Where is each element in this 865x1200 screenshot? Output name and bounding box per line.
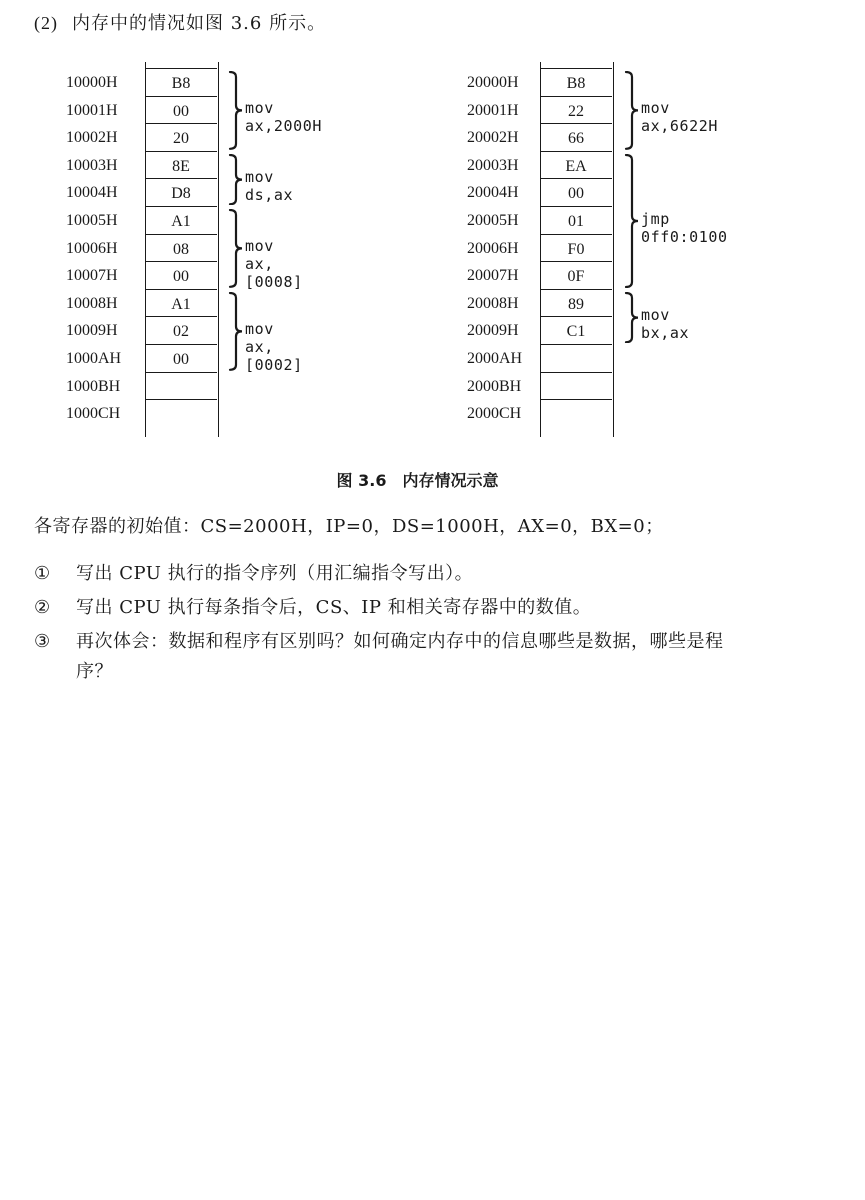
curly-brace	[228, 71, 244, 150]
intro-line	[34, 9, 326, 35]
memory-cell: EA	[540, 151, 612, 179]
memory-address: 20002H	[467, 129, 519, 147]
memory-address: 10002H	[66, 129, 118, 147]
question-3-continuation: 序？	[76, 661, 113, 682]
item-number: (2)	[34, 13, 58, 33]
memory-cell: 00	[540, 178, 612, 206]
memory-address: 10001H	[66, 101, 118, 119]
intro-text: 内存中的情况如图 3.6 所示。	[72, 13, 327, 34]
memory-cell: 22	[540, 96, 612, 124]
memory-address: 2000AH	[467, 350, 523, 367]
memory-address: 20004H	[467, 184, 519, 202]
memory-cell: B8	[145, 68, 217, 96]
memory-address: 1000CH	[66, 405, 121, 423]
memory-cell	[540, 372, 612, 400]
figure-caption	[0, 468, 835, 491]
memory-address: 1000AH	[66, 350, 122, 367]
memory-address: 20008H	[467, 294, 519, 312]
instruction-label: mov bx,ax	[641, 306, 690, 343]
curly-brace	[228, 292, 244, 371]
instruction-label: mov ax,[0002]	[245, 320, 303, 375]
instruction-label: mov ax,2000H	[245, 99, 323, 136]
memory-cell: B8	[540, 68, 612, 96]
memory-cell	[540, 399, 612, 427]
memory-cell: 0F	[540, 261, 612, 289]
memory-cell: F0	[540, 234, 612, 262]
figure-number: 图 3.6	[336, 471, 387, 490]
question-text: 再次体会：数据和程序有区别吗？如何确定内存中的信息哪些是数据，哪些是程	[76, 631, 724, 652]
memory-address: 10008H	[66, 294, 118, 312]
question-1	[34, 559, 473, 585]
memory-cell: 00	[145, 261, 217, 289]
question-mark: ③	[34, 631, 51, 652]
memory-cell: 66	[540, 123, 612, 151]
curly-brace	[624, 292, 640, 343]
instruction-label: mov ax,6622H	[641, 99, 719, 136]
memory-address: 20003H	[467, 156, 519, 174]
memory-address: 10000H	[66, 74, 118, 91]
memory-cell: C1	[540, 316, 612, 344]
instruction-label: jmp 0ff0:0100	[641, 209, 728, 246]
memory-cell: 00	[145, 344, 217, 372]
memory-cell: 00	[145, 96, 217, 124]
instruction-label: mov ax,[0008]	[245, 237, 303, 292]
memory-cell	[145, 399, 217, 427]
question-mark: ①	[34, 563, 51, 584]
memory-cell	[145, 372, 217, 400]
memory-cell: 20	[145, 123, 217, 151]
question-text: 写出 CPU 执行的指令序列（用汇编指令写出）。	[76, 563, 474, 584]
question-mark: ②	[34, 597, 51, 618]
memory-cell: A1	[145, 289, 217, 317]
memory-cell: 08	[145, 234, 217, 262]
memory-address: 10007H	[66, 267, 118, 285]
memory-cell: 89	[540, 289, 612, 317]
memory-cell: 01	[540, 206, 612, 234]
curly-brace	[624, 71, 640, 150]
memory-address: 10003H	[66, 156, 118, 174]
memory-cell	[540, 344, 612, 372]
memory-address: 1000BH	[66, 377, 121, 395]
memory-address: 10005H	[66, 212, 118, 229]
memory-cell: 02	[145, 316, 217, 344]
memory-address: 20001H	[467, 101, 519, 119]
question-text: 写出 CPU 执行每条指令后，CS、IP 和相关寄存器中的数值。	[76, 597, 592, 618]
memory-address: 20009H	[467, 322, 519, 340]
registers-initial-values: 各寄存器的初始值：CS=2000H，IP=0，DS=1000H，AX=0，BX=0；	[34, 516, 664, 537]
memory-address: 20000H	[467, 74, 519, 91]
figure-title: 内存情况示意	[402, 471, 499, 490]
question-3	[34, 627, 724, 653]
curly-brace	[228, 154, 244, 205]
memory-cell: 8E	[145, 151, 217, 179]
memory-address: 10004H	[66, 184, 118, 202]
memory-address: 10006H	[66, 239, 118, 257]
memory-address: 20005H	[467, 212, 519, 229]
question-2	[34, 593, 591, 619]
memory-address: 2000BH	[467, 377, 522, 395]
memory-address: 2000CH	[467, 405, 522, 423]
curly-brace	[228, 209, 244, 288]
memory-address: 20007H	[467, 267, 519, 285]
memory-cell: A1	[145, 206, 217, 234]
instruction-label: mov ds,ax	[245, 168, 294, 205]
memory-address: 10009H	[66, 322, 118, 340]
curly-brace	[624, 154, 640, 288]
memory-address: 20006H	[467, 239, 519, 257]
memory-cell: D8	[145, 178, 217, 206]
